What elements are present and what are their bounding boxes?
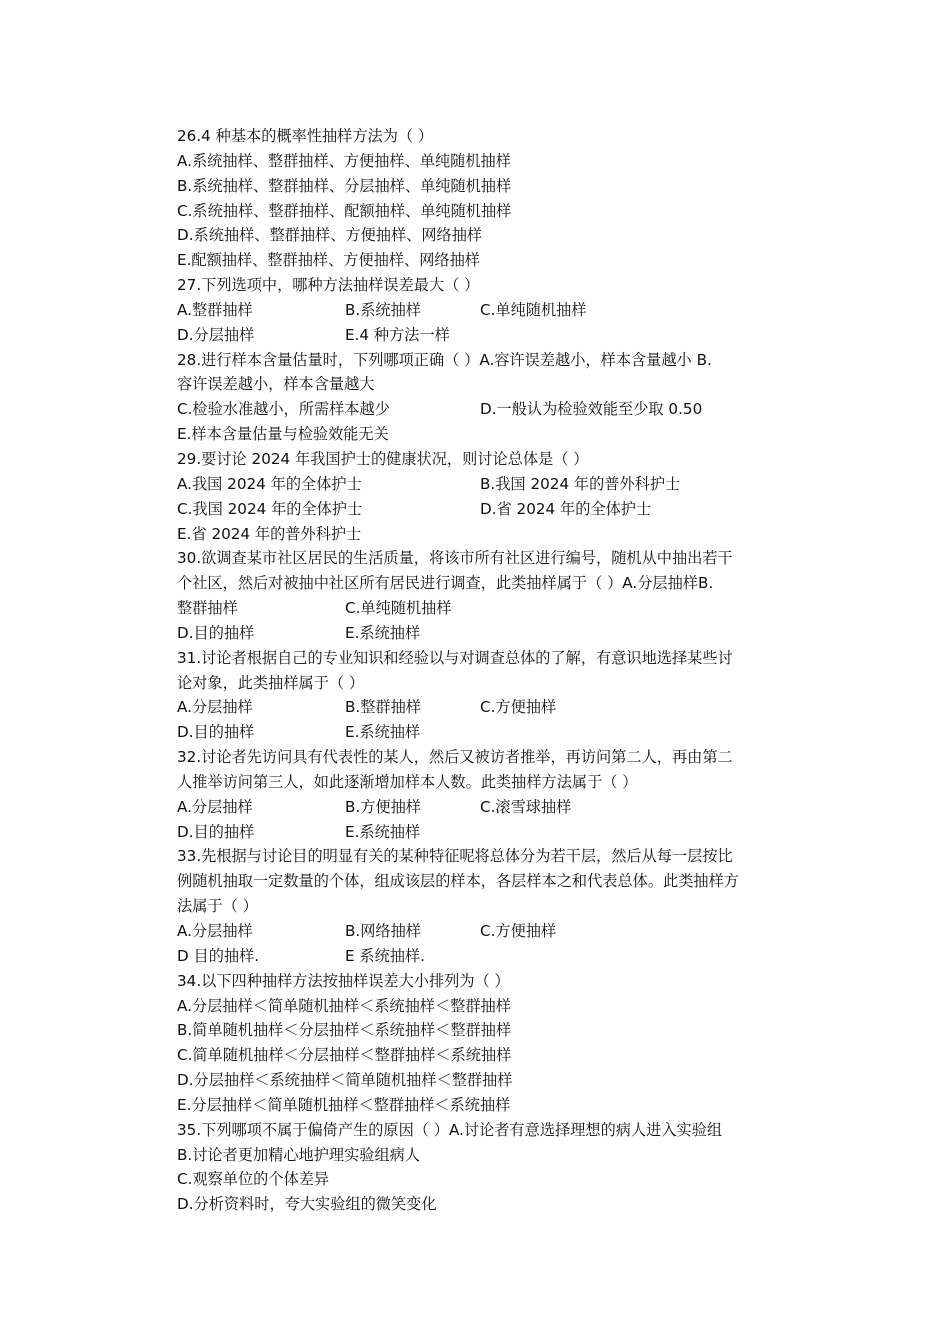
text-line: [177, 298, 809, 323]
line-text: A.我国 2024 年的全体护士: [177, 474, 362, 493]
option-text: C.方便抽样: [480, 698, 557, 717]
line-text: D.目的抽样: [177, 623, 255, 642]
line-text: E.样本含量估量与检验效能无关: [177, 425, 389, 444]
text-line: [177, 546, 809, 571]
option-text: E.系统抽样: [345, 822, 421, 841]
text-line: [177, 174, 809, 199]
option-text: B.系统抽样: [345, 300, 421, 319]
option-text: D.省 2024 年的全体护士: [480, 499, 652, 518]
line-text: A.分层抽样: [177, 922, 253, 940]
line-text: C.系统抽样、整群抽样、配额抽样、单纯随机抽样: [177, 201, 512, 220]
text-line: [177, 522, 809, 547]
text-line: [177, 1068, 809, 1093]
text-line: [177, 844, 809, 869]
text-line: [177, 596, 809, 621]
line-text: C.观察单位的个体差异: [177, 1170, 330, 1189]
text-line: [177, 994, 809, 1019]
line-text: 个社区，然后对被抽中社区所有居民进行调查，此类抽样属于（ ）A.分层抽样B.: [177, 574, 714, 593]
option-text: E.系统抽样: [345, 623, 421, 642]
line-text: 31.讨论者根据自己的专业知识和经验以与对调查总体的了解，有意识地选择某些讨: [177, 648, 733, 667]
line-text: 28.进行样本含量估量时，下列哪项正确（ ）A.容许误差越小，样本含量越小 B.: [177, 350, 712, 369]
document-page: [177, 124, 809, 1217]
option-text: E.系统抽样: [345, 723, 421, 742]
line-text: D.目的抽样: [177, 723, 255, 742]
text-line: [177, 969, 809, 994]
option-text: C.单纯随机抽样: [345, 599, 452, 618]
option-text: B.网络抽样: [345, 922, 421, 940]
line-text: 29.要讨论 2024 年我国护士的健康状况，则讨论总体是（ ）: [177, 449, 589, 468]
line-text: 例随机抽取一定数量的个体，组成该层的样本，各层样本之和代表总体。此类抽样方: [177, 872, 739, 891]
text-line: [177, 720, 809, 745]
text-line: [177, 273, 809, 298]
line-text: A.系统抽样、整群抽样、方便抽样、单纯随机抽样: [177, 151, 511, 170]
text-line: [177, 571, 809, 596]
line-text: D.分层抽样: [177, 325, 255, 344]
line-text: 27.下列选项中，哪种方法抽样误差最大（ ）: [177, 276, 480, 295]
line-text: C.简单随机抽样＜分层抽样＜整群抽样＜系统抽样: [177, 1046, 512, 1065]
line-text: 30.欲调查某市社区居民的生活质量，将该市所有社区进行编号，随机从中抽出若干: [177, 549, 733, 568]
text-line: [177, 795, 809, 820]
text-line: [177, 1192, 809, 1217]
line-text: 整群抽样: [177, 599, 238, 618]
line-text: 34.以下四种抽样方法按抽样误差大小排列为（ ）: [177, 971, 510, 990]
line-text: D.系统抽样、整群抽样、方便抽样、网络抽样: [177, 226, 483, 245]
line-text: 人推举访问第三人，如此逐渐增加样本人数。此类抽样方法属于（ ）: [177, 772, 638, 791]
text-line: [177, 621, 809, 646]
text-line: [177, 770, 809, 795]
text-line: [177, 1167, 809, 1192]
option-text: B.我国 2024 年的普外科护士: [480, 474, 681, 493]
line-text: E.配额抽样、整群抽样、方便抽样、网络抽样: [177, 251, 480, 270]
text-line: [177, 372, 809, 397]
option-text: B.整群抽样: [345, 698, 421, 717]
line-text: A.分层抽样: [177, 797, 253, 816]
text-line: [177, 646, 809, 671]
option-text: C.单纯随机抽样: [480, 300, 587, 319]
text-line: [177, 323, 809, 348]
text-line: [177, 447, 809, 472]
text-line: [177, 695, 809, 720]
option-text: E.4 种方法一样: [345, 325, 450, 344]
text-line: [177, 944, 809, 969]
line-text: E.分层抽样＜简单随机抽样＜整群抽样＜系统抽样: [177, 1095, 511, 1114]
line-text: 35.下列哪项不属于偏倚产生的原因（ ）A.讨论者有意选择理想的病人进入实验组: [177, 1120, 723, 1139]
line-text: B.讨论者更加精心地护理实验组病人: [177, 1145, 421, 1164]
text-line: [177, 348, 809, 373]
text-line: [177, 1118, 809, 1143]
text-line: [177, 919, 809, 944]
line-text: D.分层抽样＜系统抽样＜简单随机抽样＜整群抽样: [177, 1071, 513, 1090]
text-line: [177, 894, 809, 919]
line-text: A.整群抽样: [177, 300, 253, 319]
line-text: 26.4 种基本的概率性抽样方法为（ ）: [177, 127, 434, 145]
text-line: [177, 124, 809, 149]
line-text: 32.讨论者先访问具有代表性的某人，然后又被访者推举，再访问第二人，再由第二: [177, 748, 733, 767]
line-text: 33.先根据与讨论目的明显有关的某种特征呢将总体分为若干层，然后从每一层按比: [177, 847, 733, 866]
line-text: D.目的抽样: [177, 822, 255, 841]
line-text: B.简单随机抽样＜分层抽样＜系统抽样＜整群抽样: [177, 1021, 512, 1040]
line-text: D 目的抽样.: [177, 946, 260, 965]
line-text: A.分层抽样: [177, 698, 253, 717]
text-line: [177, 1093, 809, 1118]
line-text: 法属于（ ）: [177, 897, 258, 916]
text-line: [177, 248, 809, 273]
option-text: E 系统抽样.: [345, 946, 426, 965]
text-line: [177, 820, 809, 845]
text-line: [177, 671, 809, 696]
text-line: [177, 199, 809, 224]
line-text: A.分层抽样＜简单随机抽样＜系统抽样＜整群抽样: [177, 996, 511, 1015]
text-line: [177, 497, 809, 522]
text-line: [177, 149, 809, 174]
text-line: [177, 1018, 809, 1043]
line-text: 容许误差越小，样本含量越大: [177, 375, 375, 394]
text-line: [177, 397, 809, 422]
text-line: [177, 1143, 809, 1168]
line-text: B.系统抽样、整群抽样、分层抽样、单纯随机抽样: [177, 176, 512, 195]
option-text: D.一般认为检验效能至少取 0.50: [480, 400, 703, 419]
text-line: [177, 745, 809, 770]
text-line: [177, 869, 809, 894]
line-text: D.分析资料时，夸大实验组的微笑变化: [177, 1195, 437, 1214]
option-text: C.滚雪球抽样: [480, 797, 572, 816]
option-text: C.方便抽样: [480, 922, 557, 940]
line-text: 论对象，此类抽样属于（ ）: [177, 673, 365, 692]
option-text: B.方便抽样: [345, 797, 421, 816]
text-line: [177, 422, 809, 447]
text-line: [177, 1043, 809, 1068]
line-text: C.我国 2024 年的全体护士: [177, 499, 363, 518]
text-line: [177, 223, 809, 248]
line-text: E.省 2024 年的普外科护士: [177, 524, 362, 543]
line-text: C.检验水准越小，所需样本越少: [177, 400, 390, 419]
text-line: [177, 472, 809, 497]
